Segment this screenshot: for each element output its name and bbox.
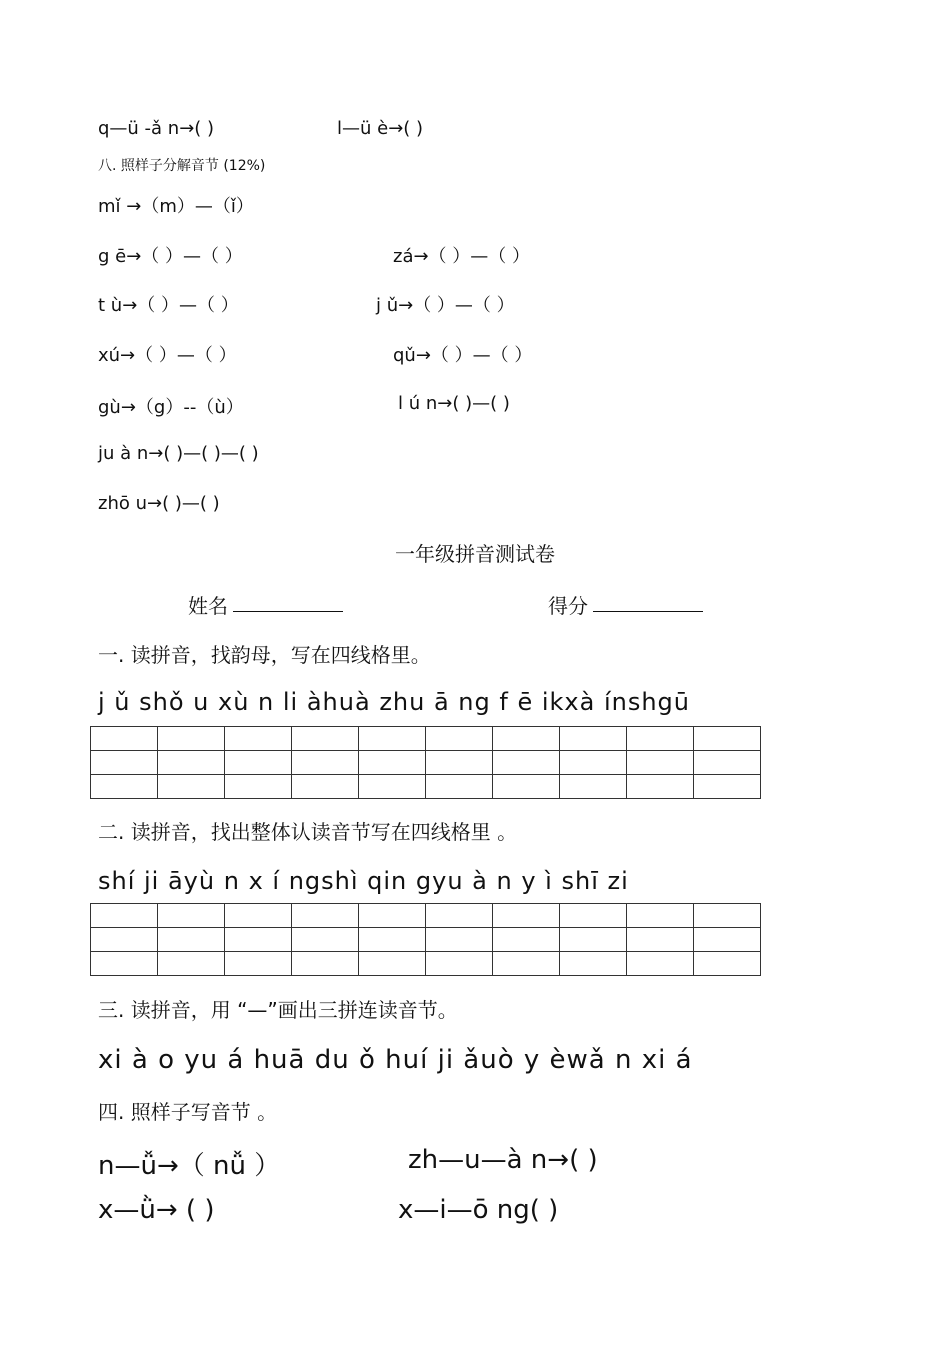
row-tu: t ù→（ ）—（ ） [98, 295, 239, 316]
q4-label: 四. 照样子写音节 。 [98, 1100, 278, 1124]
q4-example-1b: zh—u—à n→( ) [408, 1145, 598, 1175]
row-zhou: zhō u→( )—( ) [98, 493, 220, 514]
q3-label: 三. 读拼音，用 “—”画出三拼连读音节。 [98, 998, 458, 1022]
row-lun: l ú n→( )—( ) [398, 393, 510, 414]
q2-label: 二. 读拼音，找出整体认读音节写在四线格里 。 [98, 820, 518, 844]
name-label: 姓名 [188, 594, 228, 618]
row-qu: qǔ→（ ）—（ ） [393, 345, 533, 366]
section-8-title: 八. 照样子分解音节 (12%) [98, 158, 266, 174]
example-mi: mǐ →（m）—（ǐ） [98, 196, 254, 217]
row-ju: j ǔ→（ ）—（ ） [376, 295, 515, 316]
row-za: zá→（ ）—（ ） [393, 246, 531, 267]
q4-example-2b: x—i—ō ng( ) [398, 1195, 559, 1225]
score-label: 得分 [548, 594, 588, 618]
score-blank [593, 611, 703, 612]
q1-pinyin: j ǔ shǒ u xù n li àhuà zhu ā ng f ē ikxà ínshgū [98, 688, 690, 716]
exam-title: 一年级拼音测试卷 [395, 542, 555, 566]
name-blank [233, 611, 343, 612]
row-juan: ju à n→( )—( )—( ) [98, 443, 259, 464]
q3-pinyin: xi à o yu á huā du ǒ huí ji ǎuò y èwǎ n xi á [98, 1045, 693, 1075]
row-ge: g ē→（ ）—（ ） [98, 246, 243, 267]
q4-example-2a: x—ǜ→ ( ) [98, 1195, 215, 1225]
row-gu: gù→（g）--（ù） [98, 397, 244, 418]
row-quan: q—ü -ǎ n→( ) [98, 118, 215, 139]
row-xu: xú→（ ）—（ ） [98, 345, 237, 366]
q1-writing-grid [90, 726, 761, 799]
q2-pinyin: shí ji āyù n x í ngshì qin gyu à n y ì shī zi [98, 867, 629, 895]
row-lue: l—ü è→( ) [337, 118, 424, 139]
q4-example-1a: n—ǚ→（ nǚ ） [98, 1151, 281, 1181]
q2-writing-grid [90, 903, 761, 976]
q1-label: 一. 读拼音，找韵母，写在四线格里。 [98, 643, 431, 667]
